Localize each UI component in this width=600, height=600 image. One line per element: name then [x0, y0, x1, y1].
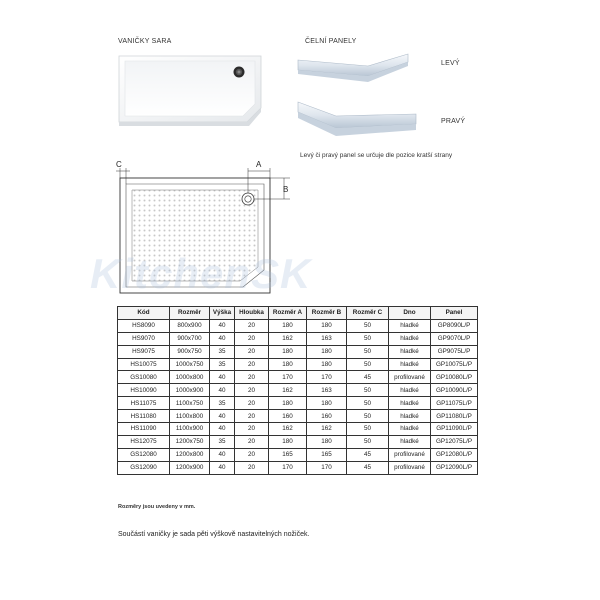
table-cell: 50: [347, 319, 389, 332]
table-cell: HS9075: [118, 345, 170, 358]
table-cell: 180: [269, 397, 307, 410]
table-cell: 50: [347, 397, 389, 410]
table-cell: 20: [235, 371, 269, 384]
table-cell: 162: [269, 332, 307, 345]
tray-photo: [115, 52, 265, 127]
table-cell: 40: [210, 371, 235, 384]
column-header: Výška: [210, 307, 235, 320]
table-cell: 180: [307, 397, 347, 410]
table-cell: hladké: [389, 345, 431, 358]
table-cell: hladké: [389, 358, 431, 371]
table-cell: 45: [347, 371, 389, 384]
front-panels-photo: [296, 52, 441, 142]
dimension-b-label: B: [283, 185, 289, 194]
table-cell: hladké: [389, 384, 431, 397]
table-cell: GP10080L/P: [431, 371, 478, 384]
table-cell: 170: [269, 461, 307, 474]
table-cell: hladké: [389, 319, 431, 332]
table-row: [118, 397, 478, 410]
table-cell: hladké: [389, 435, 431, 448]
table-cell: 20: [235, 332, 269, 345]
table-row: [118, 332, 478, 345]
table-cell: GP12090L/P: [431, 461, 478, 474]
table-cell: 180: [307, 358, 347, 371]
dimension-c-label: C: [116, 160, 122, 169]
table-cell: 160: [269, 410, 307, 423]
table-cell: 40: [210, 332, 235, 345]
table-cell: 50: [347, 358, 389, 371]
table-cell: profilované: [389, 448, 431, 461]
table-cell: 50: [347, 332, 389, 345]
table-row: [118, 371, 478, 384]
table-cell: 45: [347, 448, 389, 461]
table-cell: 50: [347, 435, 389, 448]
table-cell: GP12075L/P: [431, 435, 478, 448]
table-cell: hladké: [389, 410, 431, 423]
table-cell: 180: [269, 319, 307, 332]
table-cell: 50: [347, 345, 389, 358]
table-cell: GP8090L/P: [431, 319, 478, 332]
table-cell: 50: [347, 423, 389, 436]
left-panel-label: LEVÝ: [441, 60, 460, 67]
table-cell: 800x900: [170, 319, 210, 332]
table-cell: 1200x900: [170, 461, 210, 474]
table-cell: 35: [210, 397, 235, 410]
table-cell: 20: [235, 397, 269, 410]
column-header: Dno: [389, 307, 431, 320]
table-cell: HS10075: [118, 358, 170, 371]
table-cell: 45: [347, 461, 389, 474]
table-cell: 40: [210, 319, 235, 332]
table-cell: 20: [235, 345, 269, 358]
table-cell: 1100x900: [170, 423, 210, 436]
table-cell: 160: [307, 410, 347, 423]
table-cell: 20: [235, 448, 269, 461]
table-cell: profilované: [389, 371, 431, 384]
table-cell: 20: [235, 410, 269, 423]
panel-orientation-note: Levý či pravý panel se určuje dle pozice kratší strany: [300, 152, 453, 159]
table-cell: 180: [307, 345, 347, 358]
table-cell: 163: [307, 332, 347, 345]
table-cell: 165: [307, 448, 347, 461]
panels-title: ČELNÍ PANELY: [305, 38, 357, 45]
table-cell: 20: [235, 319, 269, 332]
table-cell: HS11090: [118, 423, 170, 436]
watermark: KitchenSK: [90, 250, 312, 297]
table-cell: 40: [210, 461, 235, 474]
table-cell: 50: [347, 384, 389, 397]
table-body: [118, 319, 478, 474]
table-cell: 180: [307, 319, 347, 332]
table-cell: 1000x750: [170, 358, 210, 371]
table-cell: 170: [269, 371, 307, 384]
table-cell: GP10090L/P: [431, 384, 478, 397]
table-cell: 180: [269, 435, 307, 448]
table-cell: HS11075: [118, 397, 170, 410]
table-cell: 20: [235, 358, 269, 371]
table-cell: 1200x750: [170, 435, 210, 448]
table-cell: GP11075L/P: [431, 397, 478, 410]
column-header: Rozměr A: [269, 307, 307, 320]
table-cell: 40: [210, 384, 235, 397]
dimension-a-label: A: [256, 160, 262, 169]
table-row: [118, 423, 478, 436]
table-cell: 50: [347, 410, 389, 423]
table-cell: 180: [307, 435, 347, 448]
table-row: [118, 461, 478, 474]
table-row: [118, 384, 478, 397]
table-cell: 1000x900: [170, 384, 210, 397]
table-row: [118, 435, 478, 448]
table-cell: GP11090L/P: [431, 423, 478, 436]
table-cell: GS12090: [118, 461, 170, 474]
table-cell: 20: [235, 423, 269, 436]
right-panel-label: PRAVÝ: [441, 118, 466, 125]
accessories-note: Součástí vaničky je sada pěti výškově nastavitelných nožiček.: [118, 531, 310, 538]
table-cell: hladké: [389, 332, 431, 345]
column-header: Rozměr C: [347, 307, 389, 320]
table-cell: 1100x800: [170, 410, 210, 423]
table-cell: 35: [210, 345, 235, 358]
table-cell: 162: [269, 384, 307, 397]
table-cell: HS8090: [118, 319, 170, 332]
table-cell: 900x700: [170, 332, 210, 345]
table-cell: 40: [210, 410, 235, 423]
table-cell: HS9070: [118, 332, 170, 345]
column-header: Hloubka: [235, 307, 269, 320]
table-cell: 170: [307, 371, 347, 384]
table-cell: 20: [235, 461, 269, 474]
table-cell: HS11080: [118, 410, 170, 423]
table-cell: GS12080: [118, 448, 170, 461]
table-cell: 40: [210, 423, 235, 436]
table-cell: hladké: [389, 397, 431, 410]
table-cell: 1200x800: [170, 448, 210, 461]
table-cell: 40: [210, 448, 235, 461]
table-row: [118, 319, 478, 332]
table-cell: GP10075L/P: [431, 358, 478, 371]
table-cell: HS12075: [118, 435, 170, 448]
units-footnote: Rozměry jsou uvedeny v mm.: [118, 504, 196, 510]
table-cell: 35: [210, 358, 235, 371]
column-header: Rozměr B: [307, 307, 347, 320]
table-row: [118, 345, 478, 358]
table-cell: GS10080: [118, 371, 170, 384]
column-header: Kód: [118, 307, 170, 320]
table-cell: 180: [269, 358, 307, 371]
table-row: [118, 358, 478, 371]
table-cell: GP9070L/P: [431, 332, 478, 345]
specs-table: [117, 306, 478, 475]
table-cell: 1000x800: [170, 371, 210, 384]
table-cell: hladké: [389, 423, 431, 436]
table-cell: HS10090: [118, 384, 170, 397]
table-cell: GP12080L/P: [431, 448, 478, 461]
tray-title: VANIČKY SARA: [118, 38, 172, 45]
table-cell: 180: [269, 345, 307, 358]
table-cell: 900x750: [170, 345, 210, 358]
table-cell: 170: [307, 461, 347, 474]
table-cell: profilované: [389, 461, 431, 474]
table-cell: 20: [235, 435, 269, 448]
column-header: Rozměr: [170, 307, 210, 320]
table-cell: 165: [269, 448, 307, 461]
table-cell: GP11080L/P: [431, 410, 478, 423]
table-row: [118, 410, 478, 423]
table-cell: 1100x750: [170, 397, 210, 410]
table-cell: 163: [307, 384, 347, 397]
table-cell: 35: [210, 435, 235, 448]
table-header: [118, 307, 478, 320]
table-cell: GP9075L/P: [431, 345, 478, 358]
table-cell: 162: [269, 423, 307, 436]
table-row: [118, 448, 478, 461]
table-cell: 20: [235, 384, 269, 397]
table-cell: 162: [307, 423, 347, 436]
column-header: Panel: [431, 307, 478, 320]
